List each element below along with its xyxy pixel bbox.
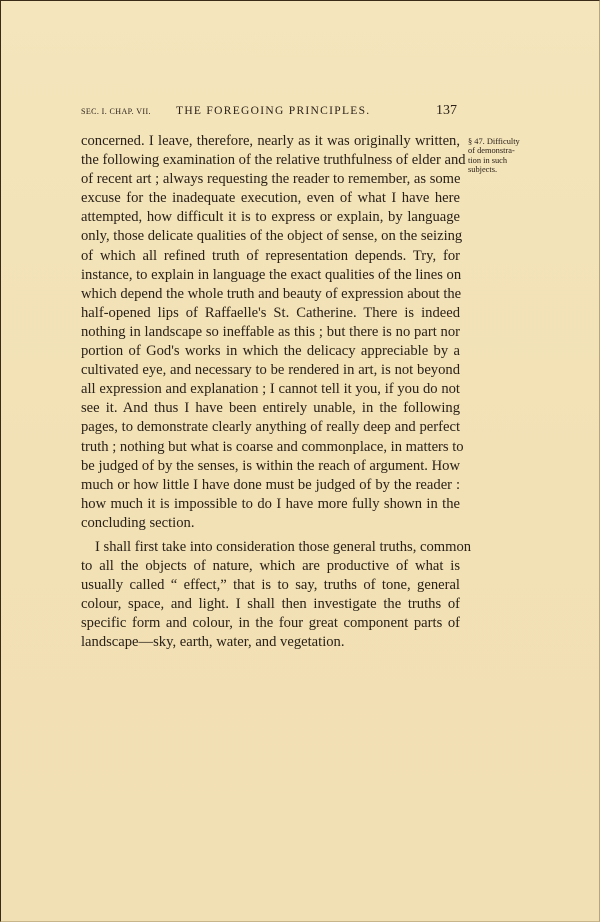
text-line: portion of God's works in which the delicacy appreciable by a [81,343,460,360]
text-line: cultivated eye, and necessary to be rendered in art, is not beyond [81,362,460,379]
marginal-note-line: of demonstra- [468,146,515,156]
text-line: excuse for the inadequate execution, even of what I have here [81,190,460,207]
text-line: only, those delicate qualities of the object of sense, on the seizing [81,228,463,245]
text-line: the following examination of the relative truthfulness of elder and [81,152,466,169]
marginal-note [468,137,548,174]
marginal-note-line: tion in such [468,155,508,165]
text-line: to all the objects of nature, which are productive of what is [81,558,460,575]
text-line: all expression and explanation ; I cannot tell it you, if you do not [81,381,460,398]
text-line: how much it is impossible to do I have more fully shown in the [81,495,460,512]
text-line: colour, space, and light. I shall then investigate the truths of [81,596,460,613]
text-line: pages, to demonstrate clearly anything of really deep and perfect [81,419,460,436]
page-number: 137 [436,103,457,118]
paragraph-1 [81,132,466,533]
text-line: concluding section. [81,514,195,531]
text-line: I shall first take into consideration those general truths, common [95,538,472,555]
text-line: much or how little I have done must be judged of by the reader : [81,476,460,493]
marginal-note-line: § 47. Difficulty [468,137,520,146]
running-head [81,105,461,121]
text-line: half-opened lips of Raffaelle's St. Catherine. There is indeed [81,304,460,321]
text-line: attempted, how difficult it is to express or explain, by language [81,209,460,226]
marginal-note-line: subjects. [468,164,498,174]
text-line: which depend the whole truth and beauty of expression about the [81,285,462,302]
text-line: be judged of by the senses, is within the reach of argument. How [81,457,460,474]
body-text [81,132,472,653]
text-line: see it. And thus I have been entirely unable, in the following [81,400,460,417]
text-line: of recent art ; always requesting the reader to remember, as some [81,171,461,188]
text-line: specific form and colour, in the four great component parts of [81,615,460,632]
running-head-title: THE FOREGOING PRINCIPLES. [176,105,371,117]
text-line: landscape—sky, earth, water, and vegetation. [81,634,345,651]
text-line: usually called “ effect,” that is to say, truths of tone, general [81,577,460,594]
text-line: truth ; nothing but what is coarse and commonplace, in matters to [81,438,464,455]
paragraph-2 [81,538,472,653]
text-line: concerned. I leave, therefore, nearly as it was originally written, [81,133,460,149]
text-line: of which all refined truth of representation depends. Try, for [81,247,460,264]
running-head-section: SEC. I. CHAP. VII. [81,107,151,116]
text-line: instance, to explain in language the exact qualities of the lines on [81,266,462,283]
text-line: nothing in landscape so ineffable as this ; but there is no part nor [81,323,460,340]
